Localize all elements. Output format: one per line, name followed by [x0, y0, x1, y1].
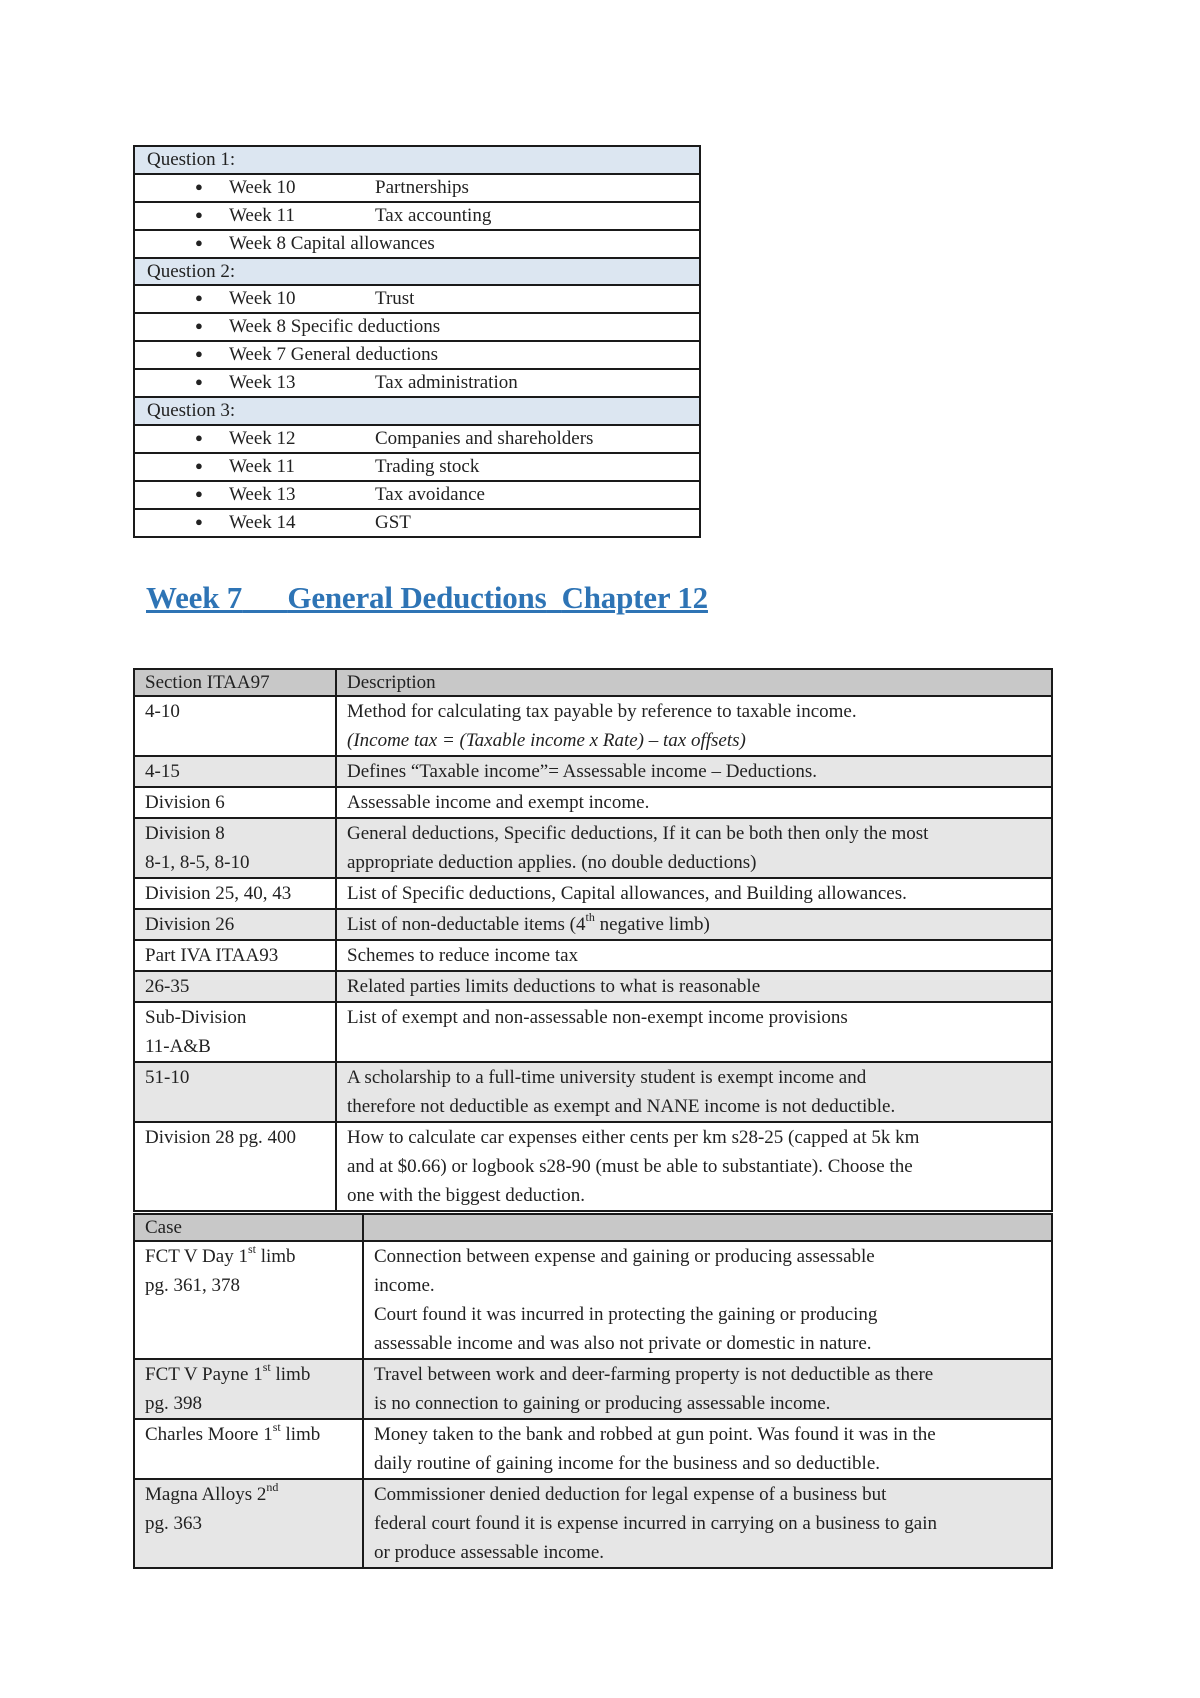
table-row [134, 1062, 1052, 1122]
text-run: negative limb) [594, 914, 710, 935]
question-table [133, 145, 701, 538]
question-item-row [134, 202, 700, 230]
limb-text: limb [270, 1364, 311, 1385]
week-label: Week 8 Specific deductions [229, 316, 441, 337]
question-item-row [134, 174, 700, 202]
table-row [134, 1241, 1052, 1359]
bullet-icon: ● [195, 346, 203, 361]
limb-number: 1 [263, 1424, 273, 1445]
description-line: Money taken to the bank and robbed at gun point. Was found it was in the [374, 1424, 936, 1445]
question-header-row [134, 146, 700, 174]
section-line: 11-A&B [145, 1036, 211, 1057]
description-line: one with the biggest deduction. [347, 1185, 585, 1206]
table-row [134, 818, 1052, 878]
case-name: Charles Moore [145, 1424, 264, 1445]
case-description [363, 1359, 1052, 1419]
case-name-line [145, 1480, 362, 1509]
section-cell: 4-15 [134, 756, 336, 787]
heading-chapter: Chapter 12 [561, 580, 708, 615]
question-item-row [134, 313, 700, 341]
description-line: Method for calculating tax payable by reference to taxable income. [347, 701, 857, 722]
superscript: st [272, 1419, 281, 1434]
description-cell: Related parties limits deductions to what is reasonable [336, 971, 1052, 1002]
topic-label: Tax administration [375, 372, 518, 393]
description-cell: List of Specific deductions, Capital allowances, and Building allowances. [336, 878, 1052, 909]
table-row [134, 1122, 1052, 1211]
table-row [134, 971, 1052, 1002]
description-line: Connection between expense and gaining or producing assessable [374, 1246, 875, 1267]
description-cell [336, 696, 1052, 756]
description-line: Court found it was incurred in protecting the gaining or producing [374, 1304, 878, 1325]
week-label: Week 12 [229, 427, 296, 449]
header-cell: Case [134, 1214, 363, 1241]
topic-label: Partnerships [375, 176, 469, 198]
case-page: pg. 398 [145, 1393, 202, 1414]
description-line: assessable income and was also not private or domestic in nature. [374, 1333, 872, 1354]
case-description [363, 1241, 1052, 1359]
description-line: is no connection to gaining or producing assessable income. [374, 1393, 831, 1414]
section-cell: 51-10 [134, 1062, 336, 1122]
question-item-row [134, 481, 700, 509]
table-row [134, 909, 1052, 940]
section-line: 8-1, 8-5, 8-10 [145, 852, 250, 873]
case-page: pg. 363 [145, 1513, 202, 1534]
week-label: Week 11 [229, 455, 295, 477]
heading-week: Week 7 [146, 580, 243, 615]
bullet-icon: ● [195, 429, 203, 445]
description-cell [336, 1122, 1052, 1211]
bullet-icon: ● [195, 290, 203, 305]
table-row [134, 1359, 1052, 1419]
week-label: Week 14 [229, 511, 296, 533]
question-item-row [134, 341, 700, 369]
list-item [134, 285, 700, 313]
bullet-icon: ● [195, 457, 203, 473]
case-name: FCT V Payne [145, 1364, 254, 1385]
case-name-line [145, 1242, 362, 1271]
list-item [134, 453, 700, 481]
header-cell: Description [336, 669, 1052, 696]
description-cell [336, 1062, 1052, 1122]
section-table [133, 668, 1053, 1212]
week-label: Week 11 [229, 204, 295, 226]
description-line: Travel between work and deer-farming property is not deductible as there [374, 1364, 934, 1385]
superscript: st [262, 1359, 271, 1374]
header-cell [363, 1214, 1052, 1241]
section-line: Division 8 [145, 823, 225, 844]
limb-number: 2 [256, 1484, 267, 1505]
description-line: appropriate deduction applies. (no double deductions) [347, 852, 757, 873]
case-name-line [145, 1360, 362, 1389]
week-label: Week 8 Capital allowances [229, 232, 435, 254]
table-row [134, 787, 1052, 818]
description-line: income. [374, 1275, 435, 1296]
list-item [134, 509, 700, 537]
topic-label: Tax avoidance [375, 483, 485, 505]
list-item [134, 481, 700, 509]
limb-text: limb [280, 1424, 321, 1445]
week-label: Week 13 [229, 483, 296, 505]
list-item [134, 425, 700, 453]
case-name: FCT V Day [145, 1246, 239, 1267]
table-row [134, 940, 1052, 971]
table-row [134, 696, 1052, 756]
question-item-row [134, 425, 700, 453]
description-line: and at $0.66) or logbook s28-90 (must be able to substantiate). Choose the [347, 1156, 913, 1177]
table-row [134, 756, 1052, 787]
question-header-row [134, 258, 700, 286]
section-table-header [134, 669, 1052, 696]
text-run: List of non-deductable items (4 [347, 914, 586, 935]
topic-label: Trust [375, 288, 415, 309]
list-item [134, 341, 700, 369]
week-label: Week 10 [229, 288, 296, 309]
table-row [134, 1002, 1052, 1062]
question-title: Question 2: [134, 258, 700, 286]
case-table-header [134, 1214, 1052, 1241]
list-item [134, 174, 700, 202]
description-cell: List of exempt and non-assessable non-exempt income provisions [336, 1002, 1052, 1062]
case-page: pg. 361, 378 [145, 1275, 240, 1296]
section-cell [134, 818, 336, 878]
question-item-row [134, 230, 700, 258]
case-cell [134, 1479, 363, 1568]
topic-label: Trading stock [375, 455, 480, 477]
question-header-row [134, 397, 700, 425]
header-cell: Section ITAA97 [134, 669, 336, 696]
week-label: Week 13 [229, 372, 296, 393]
description-cell: Schemes to reduce income tax [336, 940, 1052, 971]
description-line: therefore not deductible as exempt and NANE income is not deductible. [347, 1096, 896, 1117]
superscript: nd [266, 1479, 279, 1494]
topic-label: Tax accounting [375, 204, 492, 226]
description-cell: Assessable income and exempt income. [336, 787, 1052, 818]
question-title: Question 1: [134, 146, 700, 174]
bullet-icon: ● [195, 485, 203, 501]
bullet-icon: ● [195, 178, 203, 194]
question-item-row [134, 509, 700, 537]
heading-title: General Deductions [287, 580, 547, 615]
case-name-line [145, 1420, 362, 1449]
section-cell [134, 1002, 336, 1062]
table-row [134, 1419, 1052, 1479]
description-line: or produce assessable income. [374, 1542, 605, 1563]
bullet-icon: ● [195, 318, 203, 333]
bullet-icon: ● [195, 206, 203, 222]
section-cell: Division 28 pg. 400 [134, 1122, 336, 1211]
topic-label: Companies and shareholders [375, 427, 594, 449]
section-cell: Division 25, 40, 43 [134, 878, 336, 909]
limb-number: 1 [238, 1246, 248, 1267]
table-row [134, 1479, 1052, 1568]
question-title: Question 3: [134, 397, 700, 425]
bullet-icon: ● [195, 374, 203, 389]
case-cell [134, 1419, 363, 1479]
limb-text: limb [255, 1246, 296, 1267]
section-cell: Division 6 [134, 787, 336, 818]
description-cell [336, 818, 1052, 878]
description-line: A scholarship to a full-time university student is exempt income and [347, 1067, 867, 1088]
description-line: federal court found it is expense incurred in carrying on a business to gain [374, 1513, 937, 1534]
topic-label: GST [375, 511, 411, 533]
superscript: th [585, 909, 595, 924]
week-label: Week 7 General deductions [229, 344, 438, 365]
case-cell [134, 1241, 363, 1359]
bullet-icon: ● [195, 513, 203, 529]
list-item [134, 202, 700, 230]
limb-number: 1 [253, 1364, 263, 1385]
page-heading [146, 580, 708, 616]
section-cell: 4-10 [134, 696, 336, 756]
list-item [134, 230, 700, 258]
case-name: Magna Alloys [145, 1484, 257, 1505]
section-line: Sub-Division [145, 1007, 247, 1028]
description-line: daily routine of gaining income for the business and so deductible. [374, 1453, 881, 1474]
list-item [134, 313, 700, 341]
description-line: (Income tax = (Taxable income x Rate) – tax offsets) [347, 730, 746, 751]
description-line: General deductions, Specific deductions, If it can be both then only the most [347, 823, 929, 844]
question-item-row [134, 285, 700, 313]
case-table [133, 1213, 1053, 1569]
superscript: st [247, 1241, 256, 1256]
case-description [363, 1479, 1052, 1568]
section-cell: 26-35 [134, 971, 336, 1002]
bullet-icon: ● [195, 234, 203, 250]
case-cell [134, 1359, 363, 1419]
section-cell: Part IVA ITAA93 [134, 940, 336, 971]
description-cell [336, 909, 1052, 940]
description-cell: Defines “Taxable income”= Assessable income – Deductions. [336, 756, 1052, 787]
question-item-row [134, 369, 700, 397]
case-description [363, 1419, 1052, 1479]
question-item-row [134, 453, 700, 481]
description-line: Commissioner denied deduction for legal expense of a business but [374, 1484, 887, 1505]
table-row [134, 878, 1052, 909]
list-item [134, 369, 700, 397]
week-label: Week 10 [229, 176, 296, 198]
section-cell: Division 26 [134, 909, 336, 940]
description-line: How to calculate car expenses either cents per km s28-25 (capped at 5k km [347, 1127, 920, 1148]
